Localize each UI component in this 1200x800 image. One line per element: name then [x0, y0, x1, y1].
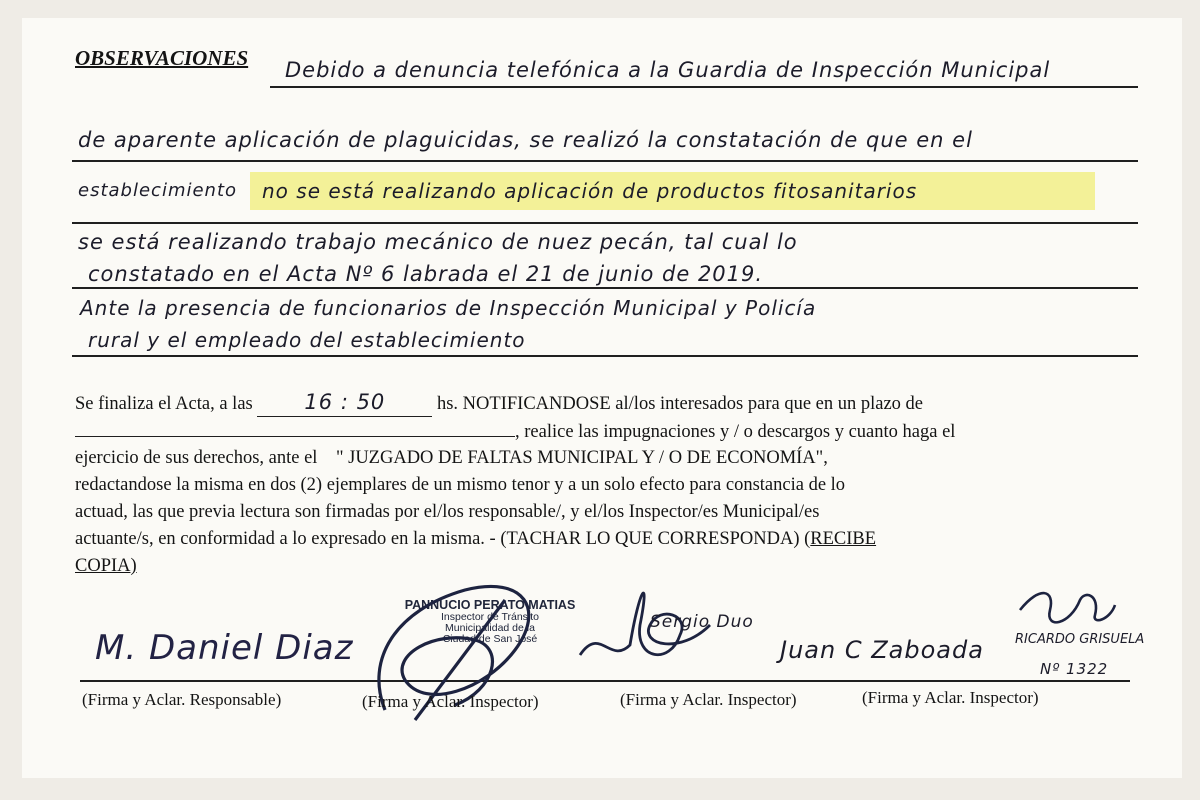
- inspector3-signature: Juan C Zaboada: [780, 636, 984, 664]
- inspector4-name: RICARDO GRISUELA: [1015, 632, 1145, 647]
- closing-line-3: ejercicio de sus derechos, ante el " JUZGADO DE FALTAS MUNICIPAL Y / O DE ECONOMÍA",: [75, 448, 828, 468]
- closing-line-5: actuad, las que previa lectura son firmadas por el/los responsable/, y el/los Inspector/es Municipal/es: [75, 502, 820, 522]
- plazo-blank-field: [75, 416, 515, 437]
- stamp-name: PANNUCIO PERATO MATIAS: [404, 598, 576, 612]
- inspector4-number: Nº 1322: [1040, 660, 1109, 678]
- handwritten-line-6: Ante la presencia de funcionarios de Inspección Municipal y Policía: [80, 296, 817, 320]
- handwritten-line-2: de aparente aplicación de plaguicidas, se realizó la constatación de que en el: [78, 128, 973, 152]
- closing-line-2: [75, 416, 955, 446]
- handwritten-line-3b: no se está realizando aplicación de productos fitosanitarios: [262, 179, 918, 203]
- label-firma-inspector-1: (Firma y Aclar. Inspector): [362, 692, 539, 711]
- label-firma-inspector-2: (Firma y Aclar. Inspector): [620, 690, 797, 709]
- stamp-line-2: Municipalidad de la: [445, 622, 535, 634]
- time-field: 16 : 50: [257, 388, 432, 417]
- label-firma-responsable: (Firma y Aclar. Responsable): [82, 690, 282, 709]
- stamp-line-3: Ciudad de San José: [442, 633, 538, 645]
- closing-line-1-post: hs. NOTIFICANDOSE al/los interesados para que en un plazo de: [436, 394, 924, 414]
- handwritten-line-3a: establecimiento: [78, 180, 238, 201]
- closing-line-7: COPIA): [75, 556, 137, 576]
- rule-line: [72, 287, 1138, 289]
- observaciones-heading: OBSERVACIONES: [75, 46, 249, 70]
- closing-line-4: redactandose la misma en dos (2) ejemplares de un mismo tenor y a un solo efecto para constancia de lo: [75, 475, 846, 495]
- rule-line: [72, 222, 1138, 224]
- closing-line-2-post: , realice las impugnaciones y / o descargos y cuanto haga el: [515, 422, 956, 442]
- responsable-signature: M. Daniel Diaz: [95, 628, 354, 668]
- rule-line: [72, 160, 1138, 162]
- label-firma-inspector-3: (Firma y Aclar. Inspector): [862, 688, 1039, 707]
- rule-line: [72, 355, 1138, 357]
- closing-line-6-pre: actuante/s, en conformidad a lo expresado en la misma. - (TACHAR LO QUE CORRESPONDA) (: [75, 529, 811, 549]
- closing-line-1-pre: Se finaliza el Acta, a las: [75, 394, 253, 414]
- handwritten-line-5: constatado en el Acta Nº 6 labrada el 21 de junio de 2019.: [88, 262, 764, 286]
- handwritten-line-1: Debido a denuncia telefónica a la Guardia de Inspección Municipal: [285, 58, 1051, 82]
- closing-line-6: [75, 525, 876, 553]
- handwritten-line-7: rural y el empleado del establecimiento: [88, 328, 526, 352]
- inspector2-signature-text: Sergio Duo: [650, 612, 754, 632]
- stamp-line-1: Inspector de Tránsito: [440, 611, 540, 623]
- closing-line-1: [75, 388, 923, 418]
- handwritten-line-4: se está realizando trabajo mecánico de nuez pecán, tal cual lo: [78, 230, 798, 254]
- recibe-copia-label: RECIBE: [810, 529, 877, 549]
- inspector4-signature: [1010, 580, 1120, 640]
- rule-line: [270, 86, 1138, 88]
